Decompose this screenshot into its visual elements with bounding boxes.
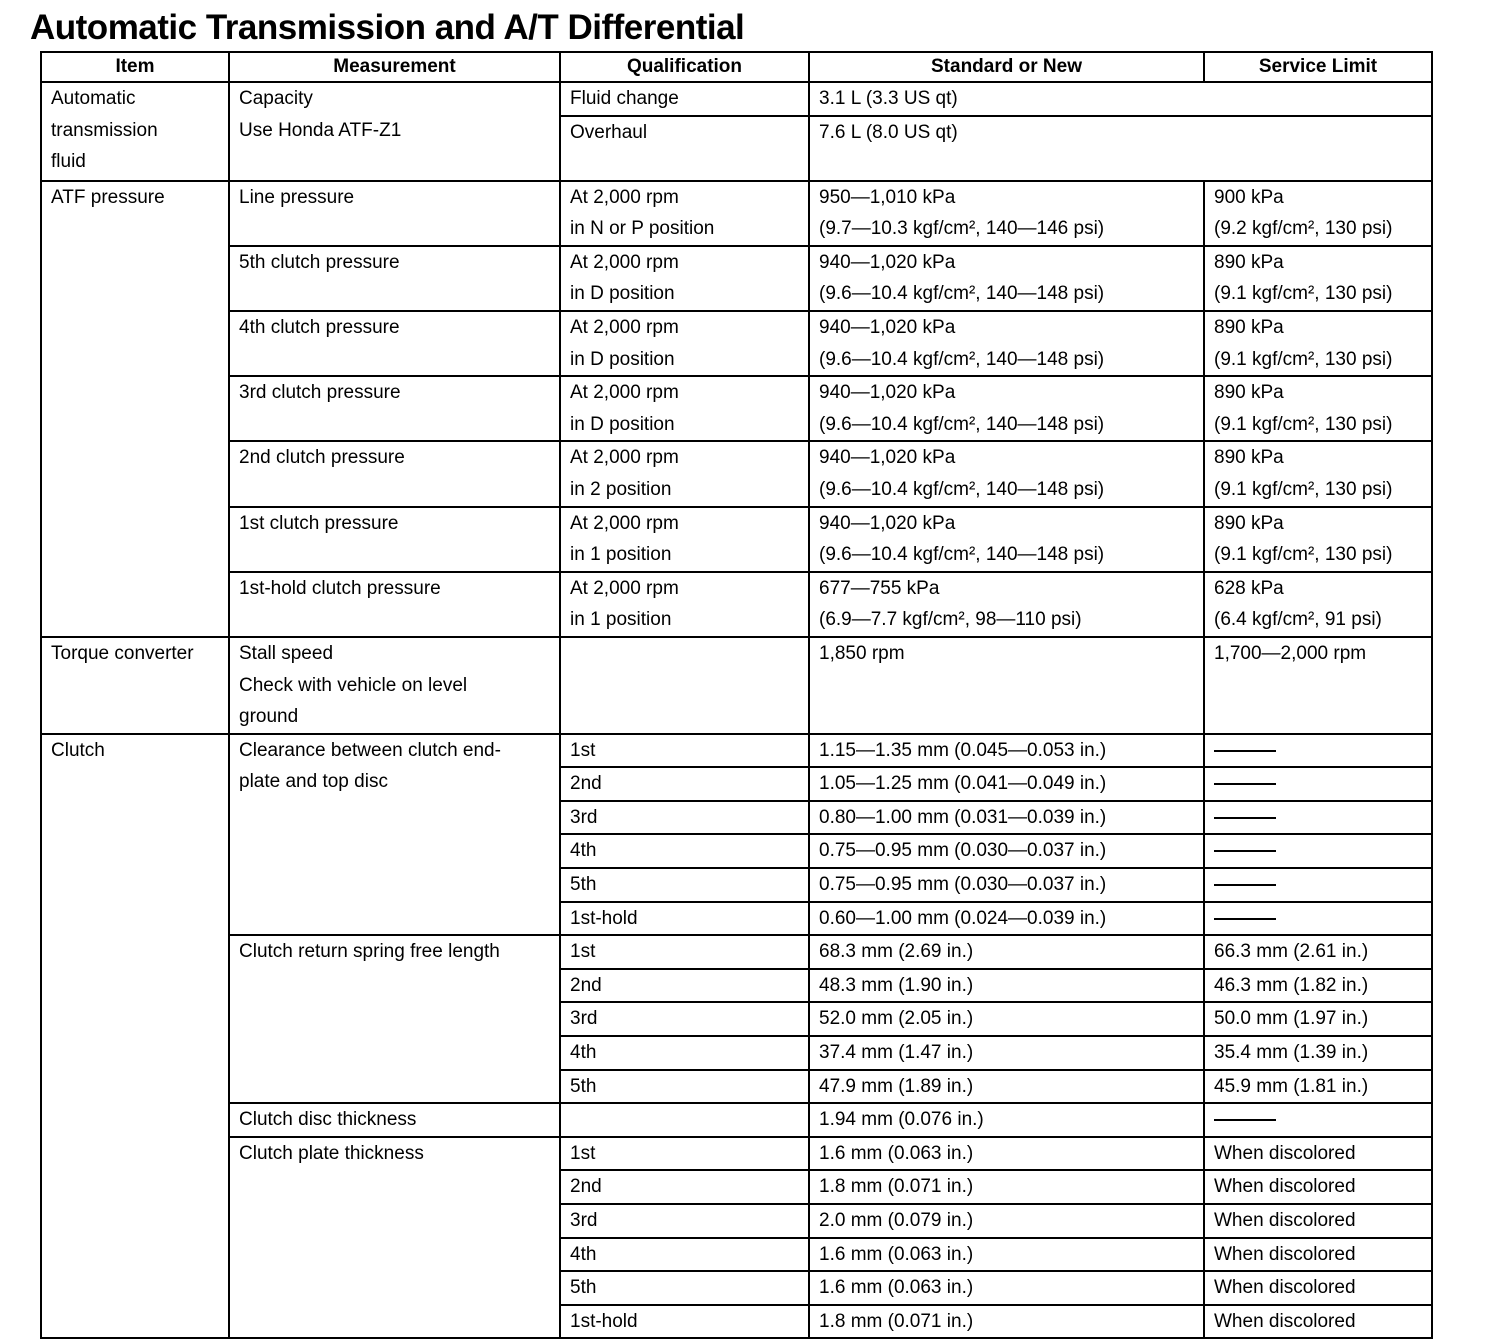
limit-cell: When discolored	[1204, 1170, 1432, 1204]
standard-cell: 1.05—1.25 mm (0.041—0.049 in.)	[809, 767, 1204, 801]
qualification-cell: Overhaul	[560, 116, 809, 181]
standard-cell: 1.94 mm (0.076 in.)	[809, 1103, 1204, 1137]
header-standard: Standard or New	[809, 52, 1204, 82]
standard-cell: 0.75—0.95 mm (0.030—0.037 in.)	[809, 834, 1204, 868]
no-limit-dash	[1214, 783, 1276, 785]
qualification-cell: At 2,000 rpm in D position	[560, 246, 809, 311]
standard-cell: 0.80—1.00 mm (0.031—0.039 in.)	[809, 801, 1204, 835]
qualification-cell: At 2,000 rpm in 1 position	[560, 507, 809, 572]
measurement-cell: 1st-hold clutch pressure	[229, 572, 560, 637]
limit-cell: 628 kPa (6.4 kgf/cm², 91 psi)	[1204, 572, 1432, 637]
standard-cell: 940—1,020 kPa (9.6—10.4 kgf/cm², 140—148 psi)	[809, 311, 1204, 376]
standard-cell: 52.0 mm (2.05 in.)	[809, 1002, 1204, 1036]
header-row	[41, 52, 1432, 82]
limit-cell	[1204, 834, 1432, 868]
standard-cell: 3.1 L (3.3 US qt)	[809, 82, 1432, 116]
page-title: Automatic Transmission and A/T Differential	[30, 8, 745, 47]
table-row	[41, 507, 1432, 572]
limit-cell	[1204, 868, 1432, 902]
table-row	[41, 637, 1432, 734]
table-row	[41, 246, 1432, 311]
measurement-cell: Stall speed Check with vehicle on level ground	[229, 637, 560, 734]
qualification-cell: At 2,000 rpm in 2 position	[560, 441, 809, 506]
measurement-cell: Clutch disc thickness	[229, 1103, 560, 1137]
no-limit-dash	[1214, 1119, 1276, 1121]
qualification-cell: 3rd	[560, 1002, 809, 1036]
measurement-cell: 2nd clutch pressure	[229, 441, 560, 506]
standard-cell: 1.6 mm (0.063 in.)	[809, 1137, 1204, 1171]
qualification-cell: 1st-hold	[560, 902, 809, 936]
header-measurement: Measurement	[229, 52, 560, 82]
limit-cell: 900 kPa (9.2 kgf/cm², 130 psi)	[1204, 181, 1432, 246]
limit-cell: When discolored	[1204, 1271, 1432, 1305]
qualification-cell: 3rd	[560, 801, 809, 835]
qualification-cell: 1st-hold	[560, 1305, 809, 1339]
qualification-cell	[560, 1103, 809, 1137]
spec-table	[40, 51, 1433, 1339]
measurement-cell: Clutch plate thickness	[229, 1137, 560, 1339]
no-limit-dash	[1214, 850, 1276, 852]
qualification-cell: 3rd	[560, 1204, 809, 1238]
standard-cell: 0.75—0.95 mm (0.030—0.037 in.)	[809, 868, 1204, 902]
qualification-cell: 5th	[560, 868, 809, 902]
limit-cell: When discolored	[1204, 1137, 1432, 1171]
measurement-cell: 4th clutch pressure	[229, 311, 560, 376]
qualification-cell: 1st	[560, 935, 809, 969]
measurement-cell: Clutch return spring free length	[229, 935, 560, 1103]
standard-cell: 940—1,020 kPa (9.6—10.4 kgf/cm², 140—148 psi)	[809, 441, 1204, 506]
qualification-cell: 4th	[560, 1036, 809, 1070]
limit-cell: When discolored	[1204, 1305, 1432, 1339]
qualification-cell: 5th	[560, 1070, 809, 1104]
qualification-cell: At 2,000 rpm in 1 position	[560, 572, 809, 637]
table-row	[41, 572, 1432, 637]
qualification-cell: At 2,000 rpm in D position	[560, 376, 809, 441]
limit-cell: When discolored	[1204, 1238, 1432, 1272]
table-row	[41, 1103, 1432, 1137]
standard-cell: 2.0 mm (0.079 in.)	[809, 1204, 1204, 1238]
measurement-cell: Capacity Use Honda ATF-Z1	[229, 82, 560, 181]
table-row	[41, 376, 1432, 441]
qualification-cell: 5th	[560, 1271, 809, 1305]
header-limit: Service Limit	[1204, 52, 1432, 82]
limit-cell: 890 kPa (9.1 kgf/cm², 130 psi)	[1204, 507, 1432, 572]
limit-cell: 890 kPa (9.1 kgf/cm², 130 psi)	[1204, 376, 1432, 441]
qualification-cell: At 2,000 rpm in D position	[560, 311, 809, 376]
limit-cell	[1204, 767, 1432, 801]
limit-cell: 890 kPa (9.1 kgf/cm², 130 psi)	[1204, 311, 1432, 376]
item-cell: Clutch	[41, 734, 229, 1339]
limit-cell	[1204, 734, 1432, 768]
no-limit-dash	[1214, 750, 1276, 752]
standard-cell: 1.15—1.35 mm (0.045—0.053 in.)	[809, 734, 1204, 768]
no-limit-dash	[1214, 918, 1276, 920]
no-limit-dash	[1214, 817, 1276, 819]
header-item: Item	[41, 52, 229, 82]
standard-cell: 1,850 rpm	[809, 637, 1204, 734]
standard-cell: 7.6 L (8.0 US qt)	[809, 116, 1432, 181]
qualification-cell	[560, 637, 809, 734]
standard-cell: 68.3 mm (2.69 in.)	[809, 935, 1204, 969]
qualification-cell: 1st	[560, 1137, 809, 1171]
qualification-cell: 2nd	[560, 969, 809, 1003]
item-cell: Automatic transmission fluid	[41, 82, 229, 181]
standard-cell: 940—1,020 kPa (9.6—10.4 kgf/cm², 140—148 psi)	[809, 376, 1204, 441]
standard-cell: 0.60—1.00 mm (0.024—0.039 in.)	[809, 902, 1204, 936]
measurement-cell: 5th clutch pressure	[229, 246, 560, 311]
limit-cell: 890 kPa (9.1 kgf/cm², 130 psi)	[1204, 246, 1432, 311]
qualification-cell: 2nd	[560, 767, 809, 801]
item-cell: ATF pressure	[41, 181, 229, 637]
standard-cell: 1.8 mm (0.071 in.)	[809, 1170, 1204, 1204]
limit-cell: 66.3 mm (2.61 in.)	[1204, 935, 1432, 969]
measurement-cell: 1st clutch pressure	[229, 507, 560, 572]
limit-cell: When discolored	[1204, 1204, 1432, 1238]
standard-cell: 950—1,010 kPa (9.7—10.3 kgf/cm², 140—146 psi)	[809, 181, 1204, 246]
standard-cell: 677—755 kPa (6.9—7.7 kgf/cm², 98—110 psi)	[809, 572, 1204, 637]
standard-cell: 940—1,020 kPa (9.6—10.4 kgf/cm², 140—148 psi)	[809, 507, 1204, 572]
standard-cell: 1.6 mm (0.063 in.)	[809, 1271, 1204, 1305]
limit-cell: 50.0 mm (1.97 in.)	[1204, 1002, 1432, 1036]
limit-cell: 45.9 mm (1.81 in.)	[1204, 1070, 1432, 1104]
table-row	[41, 734, 1432, 768]
no-limit-dash	[1214, 884, 1276, 886]
standard-cell: 1.6 mm (0.063 in.)	[809, 1238, 1204, 1272]
limit-cell: 35.4 mm (1.39 in.)	[1204, 1036, 1432, 1070]
table-row	[41, 311, 1432, 376]
standard-cell: 940—1,020 kPa (9.6—10.4 kgf/cm², 140—148 psi)	[809, 246, 1204, 311]
qualification-cell: 1st	[560, 734, 809, 768]
qualification-cell: Fluid change	[560, 82, 809, 116]
limit-cell	[1204, 1103, 1432, 1137]
qualification-cell: 4th	[560, 834, 809, 868]
table-row	[41, 1137, 1432, 1171]
limit-cell: 890 kPa (9.1 kgf/cm², 130 psi)	[1204, 441, 1432, 506]
qualification-cell: 4th	[560, 1238, 809, 1272]
qualification-cell: 2nd	[560, 1170, 809, 1204]
limit-cell: 1,700—2,000 rpm	[1204, 637, 1432, 734]
table-row	[41, 935, 1432, 969]
table-row	[41, 82, 1432, 116]
limit-cell	[1204, 902, 1432, 936]
header-qualification: Qualification	[560, 52, 809, 82]
item-cell: Torque converter	[41, 637, 229, 734]
measurement-cell: Line pressure	[229, 181, 560, 246]
standard-cell: 37.4 mm (1.47 in.)	[809, 1036, 1204, 1070]
table-row	[41, 181, 1432, 246]
table-row	[41, 441, 1432, 506]
measurement-cell: 3rd clutch pressure	[229, 376, 560, 441]
standard-cell: 47.9 mm (1.89 in.)	[809, 1070, 1204, 1104]
standard-cell: 48.3 mm (1.90 in.)	[809, 969, 1204, 1003]
limit-cell	[1204, 801, 1432, 835]
qualification-cell: At 2,000 rpm in N or P position	[560, 181, 809, 246]
measurement-cell: Clearance between clutch end- plate and top disc	[229, 734, 560, 936]
standard-cell: 1.8 mm (0.071 in.)	[809, 1305, 1204, 1339]
limit-cell: 46.3 mm (1.82 in.)	[1204, 969, 1432, 1003]
